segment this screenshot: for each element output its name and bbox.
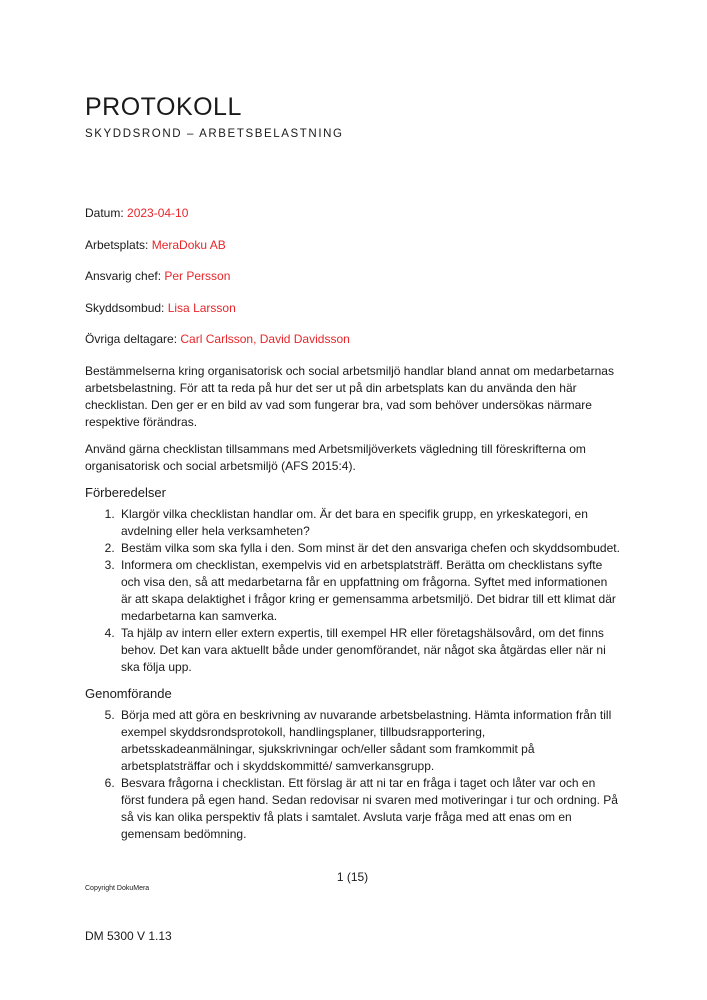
- meta-label: Övriga deltagare:: [85, 332, 181, 346]
- list-item: 2. Bestäm vilka som ska fylla i den. Som minst är det den ansvariga chefen och skyddsombudet.: [118, 540, 620, 557]
- meta-value: 2023-04-10: [127, 206, 189, 220]
- document-id: DM 5300 V 1.13: [85, 929, 172, 943]
- meta-date: [85, 206, 188, 220]
- meta-safety-rep: [85, 301, 236, 315]
- intro-paragraph: Använd gärna checklistan tillsammans med Arbetsmiljöverkets vägledning till föreskrifterna om organisatorisk och social arbetsmiljö (AFS 2015:4).: [85, 442, 586, 473]
- intro-paragraph: Bestämmelserna kring organisatorisk och social arbetsmiljö handlar bland annat om medarbetarnas arbetsbelastning. För att ta reda på hur det ser ut på din arbetsplats kan du använda den här checklistan. Den ger er en bild av vad som fungerar bra, vad som behöver undersökas närmare respektive förändras.: [85, 364, 614, 429]
- meta-value: MeraDoku AB: [151, 238, 226, 252]
- meta-participants: [85, 332, 350, 346]
- meta-label: Datum:: [85, 206, 128, 220]
- list-item: 5. Börja med att göra en beskrivning av nuvarande arbetsbelastning. Hämta information från till exempel skyddsrondsprotokoll, handlingsplaner, tillbudsrapportering, arbetsskadeanmälningar, sjukskrivningar och/eller sådant som framkommit på arbetsplatsträffar och i skyddskommitté/ samverkansgrupp.: [118, 707, 620, 775]
- page-title: PROTOKOLL: [85, 93, 242, 121]
- list-item: 4. Ta hjälp av intern eller extern expertis, till exempel HR eller företagshälsovård, om det finns behov. Det kan vara aktuellt både under genomförandet, när något ska åtgärdas eller när ni ska följa upp.: [118, 625, 620, 676]
- meta-label: Ansvarig chef:: [85, 269, 165, 283]
- page-subtitle: SKYDDSROND – ARBETSBELASTNING: [85, 128, 344, 140]
- implementation-list: [85, 707, 620, 843]
- meta-label: Skyddsombud:: [85, 301, 168, 315]
- meta-value: Lisa Larsson: [167, 301, 236, 315]
- meta-label: Arbetsplats:: [85, 238, 152, 252]
- list-item: 1. Klargör vilka checklistan handlar om. Är det bara en specifik grupp, en yrkeskategori, en avdelning eller hela verksamheten?: [118, 506, 620, 540]
- document-body: [85, 363, 620, 853]
- section-heading-preparations: Förberedelser: [85, 485, 166, 500]
- preparations-list: [85, 506, 620, 676]
- page-number: 1 (15): [336, 870, 369, 884]
- list-item: 6. Besvara frågorna i checklistan. Ett förslag är att ni tar en fråga i taget och låter var och en först fundera på egen hand. Sedan redovisar ni svaren med motiveringar i tur och ordning. På så vis kan olika perspektiv få plats i samtalet. Avsluta varje fråga med att enas om en gemensam bedömning.: [118, 775, 620, 843]
- meta-value: Per Persson: [164, 269, 231, 283]
- list-item: 3. Informera om checklistan, exempelvis vid en arbetsplatsträff. Berätta om checklistans syfte och visa den, så att medarbetarna får en uppfattning om frågorna. Syftet med informationen är att skapa delaktighet i frågor kring er gemensamma arbetsmiljö. Det bidrar till ett klimat där medarbetarna kan samverka.: [118, 557, 620, 625]
- section-heading-implementation: Genomförande: [85, 686, 172, 701]
- meta-workplace: [85, 238, 226, 252]
- copyright-notice: Copyright DokuMera: [85, 885, 150, 892]
- meta-value: Carl Carlsson, David Davidsson: [180, 332, 350, 346]
- meta-manager: [85, 269, 230, 283]
